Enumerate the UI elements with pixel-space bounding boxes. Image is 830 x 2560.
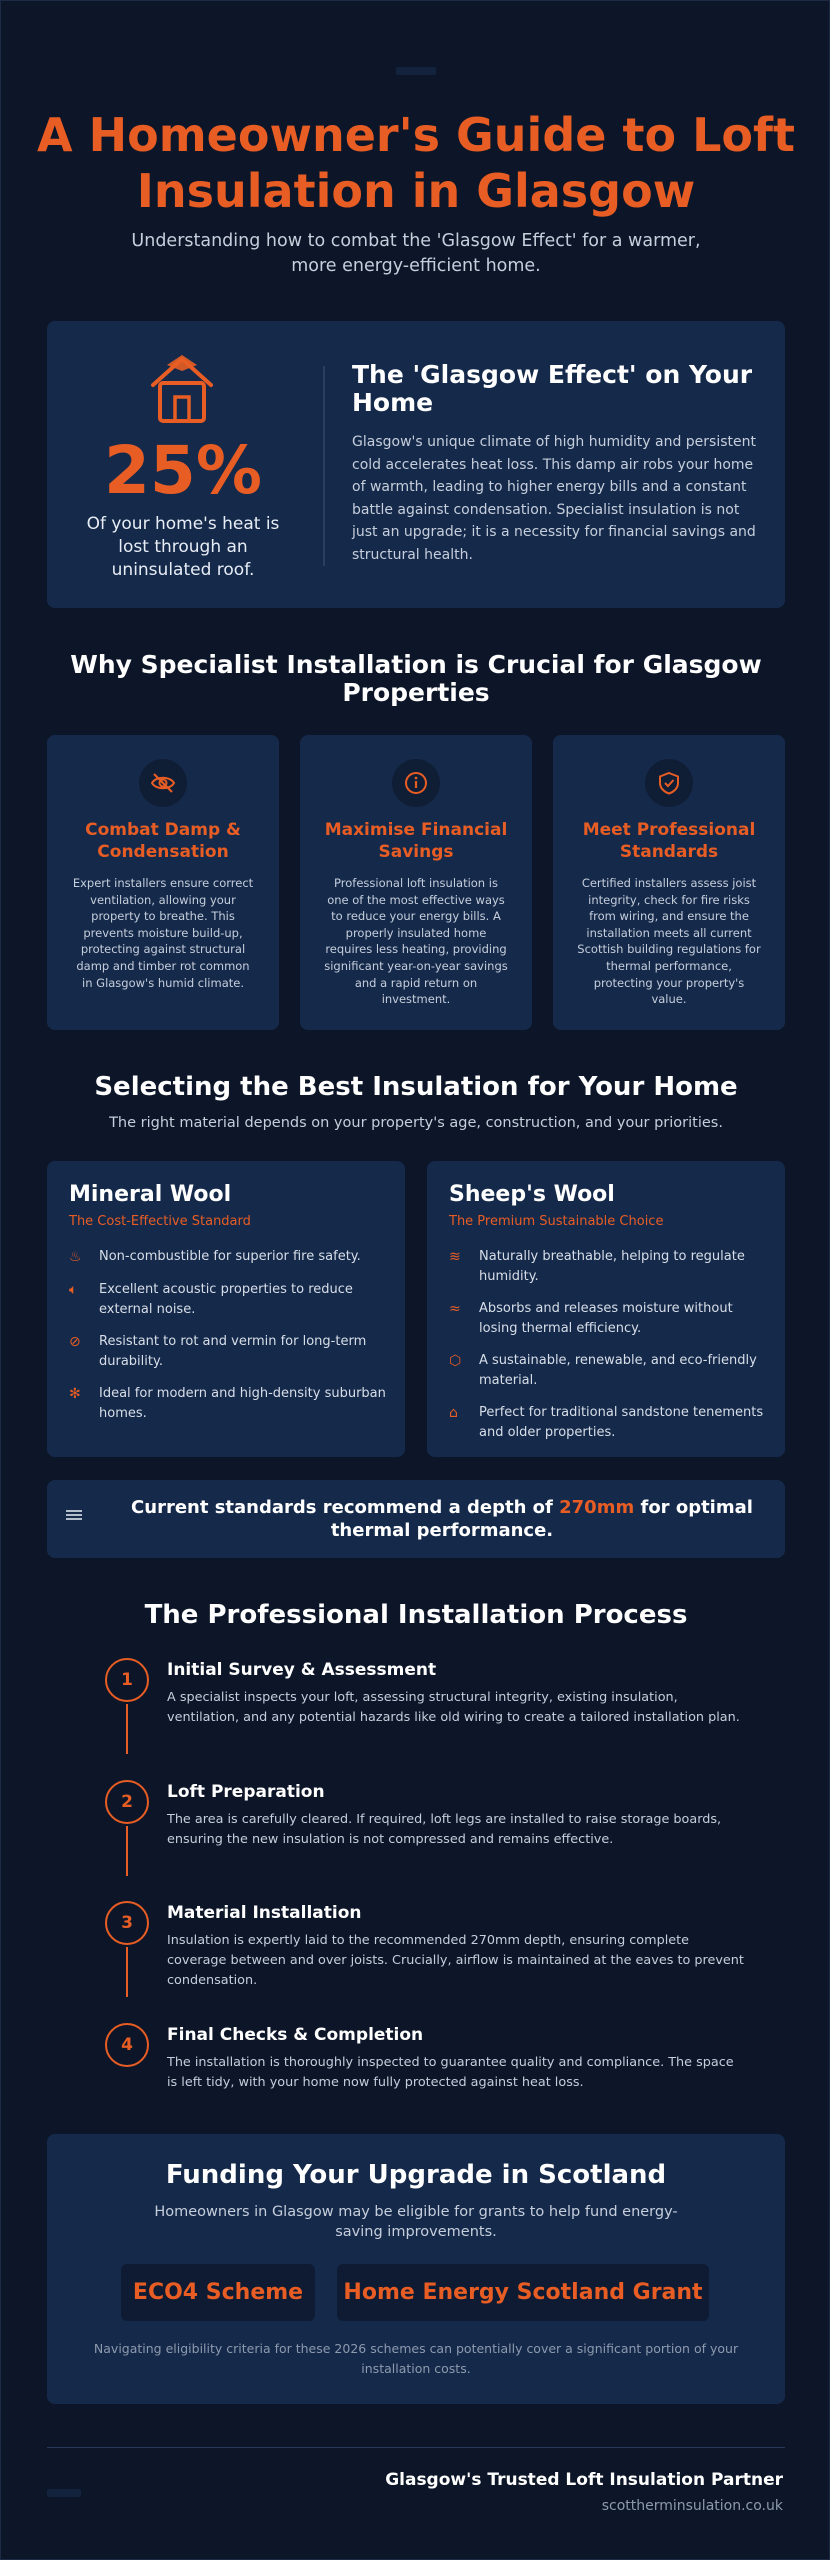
page-title bbox=[1, 107, 830, 219]
list-item bbox=[69, 1280, 389, 1319]
effect-title: The 'Glasgow Effect' on Your Home bbox=[352, 360, 753, 417]
funding-note: Navigating eligibility criteria for these 2026 schemes can potentially cover a significant portion of your installation costs. bbox=[93, 2341, 739, 2376]
why-card-body: Certified installers assess joist integrity, check for fire risks from wiring, and ensure the installation meets all current Scottish building regulations for thermal performance, protecting your property's value. bbox=[577, 876, 761, 1007]
recommendation-before: Current standards recommend a depth of bbox=[131, 1497, 560, 1518]
feature-text: Ideal for modern and high-density suburban homes. bbox=[99, 1386, 386, 1421]
scheme-home-energy-scotland: Home Energy Scotland Grant bbox=[337, 2264, 709, 2321]
page-title-line-2: Insulation in Glasgow bbox=[136, 164, 696, 218]
logo bbox=[396, 67, 436, 75]
step-title: Material Installation bbox=[167, 1903, 362, 1923]
fire-icon: ♨ bbox=[69, 1249, 82, 1265]
glasgow-effect-card bbox=[47, 321, 785, 608]
material-card-sheeps-wool bbox=[427, 1161, 785, 1457]
shield-check-icon bbox=[645, 759, 693, 807]
effect-body: Glasgow's unique climate of high humidity and persistent cold accelerates heat loss. This damp air robs your home of warmth, leading to higher energy bills and a constant battle against condensation. Specialist insulation is not just an upgrade; it is a necessity for financial savings and structural health. bbox=[352, 434, 756, 563]
list-item bbox=[449, 1299, 769, 1338]
process-step-3 bbox=[105, 1901, 745, 2011]
page-subtitle: Understanding how to combat the 'Glasgow Effect' for a warmer, more energy-efficient home. bbox=[131, 231, 701, 276]
snowflake-icon: ✻ bbox=[69, 1386, 81, 1402]
step-body: The area is carefully cleared. If required, loft legs are installed to raise storage boards, ensuring the new insulation is not compressed and remains effective. bbox=[167, 1812, 722, 1847]
why-card-body: Professional loft insulation is one of the most effective ways to reduce your energy bills. A properly insulated home requires less heating, providing significant year-on-year savings and a rapid return on investment. bbox=[324, 876, 508, 1007]
page-title-line-1: A Homeowner's Guide to Loft bbox=[37, 108, 795, 162]
step-connector bbox=[126, 1826, 128, 1876]
why-card-body: Expert installers ensure correct ventilation, allowing your property to breathe. This prevents moisture build-up, protecting against structural damp and timber rot common in Glasgow's humid climate. bbox=[72, 876, 254, 990]
step-title: Initial Survey & Assessment bbox=[167, 1660, 437, 1680]
cube-icon: ⬡ bbox=[449, 1353, 462, 1369]
list-item bbox=[69, 1332, 389, 1371]
recommendation-banner bbox=[47, 1480, 785, 1558]
list-item bbox=[69, 1247, 389, 1267]
feature-text: Perfect for traditional sandstone tenements and older properties. bbox=[479, 1405, 764, 1440]
water-icon: ≈ bbox=[449, 1301, 461, 1317]
why-card-title: Meet Professional Standards bbox=[582, 820, 756, 862]
footer-logo bbox=[47, 2489, 81, 2497]
why-card-title: Combat Damp & Condensation bbox=[85, 820, 241, 862]
step-title: Loft Preparation bbox=[167, 1782, 325, 1802]
funding-title: Funding Your Upgrade in Scotland bbox=[165, 2160, 667, 2190]
feature-text: Excellent acoustic properties to reduce external noise. bbox=[99, 1282, 353, 1317]
step-connector bbox=[126, 1947, 128, 1997]
heat-loss-caption: Of your home's heat is lost through an uninsulated roof. bbox=[86, 514, 280, 580]
selecting-subtitle: The right material depends on your property's age, construction, and your priorities. bbox=[109, 1115, 723, 1131]
selecting-heading: Selecting the Best Insulation for Your Home bbox=[94, 1072, 738, 1102]
step-body: Insulation is expertly laid to the recommended 270mm depth, ensuring complete coverage between and over joists. Crucially, airflow is maintained at the eaves to prevent condensation. bbox=[167, 1933, 744, 1988]
house-user-icon: ⌂ bbox=[449, 1405, 458, 1421]
funding-card bbox=[47, 2134, 785, 2404]
house-icon bbox=[147, 351, 217, 426]
ban-icon: ⊘ bbox=[69, 1334, 81, 1350]
why-heading: Why Specialist Installation is Crucial for Glasgow Properties bbox=[70, 650, 762, 707]
material-tag: The Cost-Effective Standard bbox=[69, 1214, 251, 1229]
feature-text: Resistant to rot and vermin for long-term durability. bbox=[99, 1334, 367, 1369]
why-card-savings bbox=[300, 735, 532, 1030]
recommendation-text bbox=[127, 1496, 757, 1542]
recommendation-after: for optimal thermal performance. bbox=[330, 1497, 753, 1541]
process-step-2 bbox=[105, 1780, 745, 1890]
recommendation-depth: 270mm bbox=[559, 1497, 635, 1518]
step-connector bbox=[126, 1704, 128, 1754]
footer-divider bbox=[47, 2447, 785, 2448]
why-card-standards bbox=[553, 735, 785, 1030]
material-card-mineral-wool bbox=[47, 1161, 405, 1457]
info-icon bbox=[392, 759, 440, 807]
material-feature-list bbox=[449, 1247, 769, 1455]
process-step-4 bbox=[105, 2023, 745, 2103]
feature-text: Non-combustible for superior fire safety. bbox=[99, 1249, 361, 1264]
feature-text: Absorbs and releases moisture without losing thermal efficiency. bbox=[479, 1301, 733, 1336]
material-tag: The Premium Sustainable Choice bbox=[449, 1214, 664, 1229]
material-feature-list bbox=[69, 1247, 389, 1436]
step-number: 2 bbox=[105, 1780, 149, 1824]
step-number: 1 bbox=[105, 1658, 149, 1702]
heat-loss-stat: 25% bbox=[104, 432, 262, 509]
list-item bbox=[449, 1403, 769, 1442]
feature-text: A sustainable, renewable, and eco-friendly material. bbox=[479, 1353, 757, 1388]
list-item bbox=[449, 1351, 769, 1390]
funding-subtitle: Homeowners in Glasgow may be eligible for grants to help fund energy-saving improvements. bbox=[154, 2204, 678, 2240]
layers-icon bbox=[65, 1508, 83, 1529]
why-card-title: Maximise Financial Savings bbox=[324, 820, 508, 862]
step-body: A specialist inspects your loft, assessing structural integrity, existing insulation, ventilation, and any potential hazards like old wiring to create a tailored installation plan. bbox=[167, 1690, 740, 1725]
list-item bbox=[449, 1247, 769, 1286]
material-title: Sheep's Wool bbox=[449, 1182, 615, 1207]
footer-url[interactable]: scottherminsulation.co.uk bbox=[601, 2498, 783, 2514]
material-title: Mineral Wool bbox=[69, 1182, 232, 1207]
step-number: 3 bbox=[105, 1901, 149, 1945]
feature-text: Naturally breathable, helping to regulate humidity. bbox=[479, 1249, 745, 1284]
eye-slash-icon bbox=[139, 759, 187, 807]
speaker-icon: 🔈︎ bbox=[69, 1282, 78, 1298]
footer-title: Glasgow's Trusted Loft Insulation Partner bbox=[385, 2470, 783, 2490]
process-heading: The Professional Installation Process bbox=[144, 1600, 688, 1630]
step-body: The installation is thoroughly inspected to guarantee quality and compliance. The space is left tidy, with your home now fully protected against heat loss. bbox=[167, 2055, 734, 2090]
list-item bbox=[69, 1384, 389, 1423]
step-number: 4 bbox=[105, 2023, 149, 2067]
why-card-damp bbox=[47, 735, 279, 1030]
scheme-eco4: ECO4 Scheme bbox=[121, 2264, 315, 2321]
divider bbox=[323, 366, 325, 566]
wind-icon: ≋ bbox=[449, 1249, 461, 1265]
process-step-1 bbox=[105, 1658, 745, 1768]
step-title: Final Checks & Completion bbox=[167, 2025, 424, 2045]
